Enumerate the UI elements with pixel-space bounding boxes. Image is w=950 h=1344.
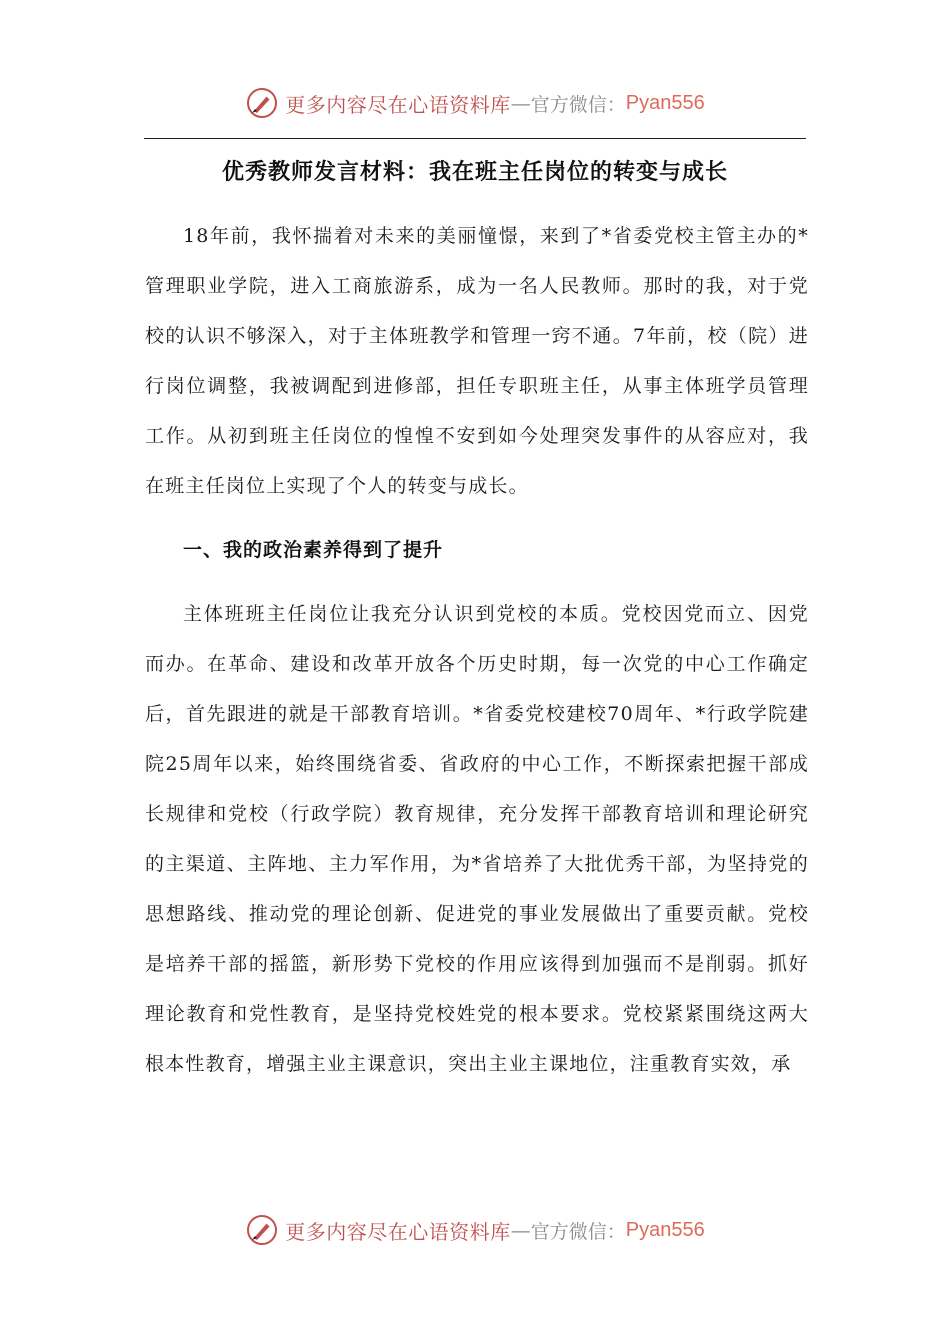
banner-wechat-label: 官方微信： — [530, 93, 626, 116]
banner-wechat-label: 官方微信： — [530, 1220, 626, 1243]
banner-wechat-id: Pyan556 — [625, 1218, 705, 1241]
pen-nib-logo-icon — [245, 1213, 279, 1247]
banner-main-text: 更多内容尽在心语资料库 — [285, 1219, 511, 1244]
banner-dash: — — [510, 91, 531, 115]
section-heading-1: 一、我的政治素养得到了提升 — [183, 539, 444, 561]
body-paragraph-2: 主体班班主任岗位让我充分认识到党校的本质。党校因党而立、因党而办。在革命、建设和改革开放各个历史时期，每一次党的中心工作确定后，首先跟进的就是干部教育培训。*省委党校建校70周年、*行政学院建院25周年以来，始终围绕省委、省政府的中心工作，不断探索把握干部成长规律和党校（行政学院）教育规律，充分发挥干部教育培训和理论研究的主渠道、主阵地、主力军作用，为*省培养了大批优秀干部，为坚持党的思想路线、推动党的理论创新、促进党的事业发展做出了重要贡献。党校是培养干部的摇篮，新形势下党校的作用应该得到加强而不是削弱。抓好理论教育和党性教育，是坚持党校姓党的根本要求。党校紧紧围绕这两大根本性教育，增强主业主课意识，突出主业主课地位，注重教育实效，承 — [145, 603, 809, 1075]
document-body — [145, 211, 809, 1089]
header-divider — [144, 138, 806, 139]
document-title: 优秀教师发言材料：我在班主任岗位的转变与成长 — [221, 160, 728, 185]
banner-dash: — — [510, 1218, 531, 1242]
pen-nib-logo-icon — [245, 86, 279, 120]
header-banner — [0, 83, 950, 123]
banner-main-text: 更多内容尽在心语资料库 — [285, 92, 511, 117]
body-paragraph-1: 18年前，我怀揣着对未来的美丽憧憬，来到了*省委党校主管主办的*管理职业学院，进入工商旅游系，成为一名人民教师。那时的我，对于党校的认识不够深入，对于主体班教学和管理一窍不通。7年前，校（院）进行岗位调整，我被调配到进修部，担任专职班主任，从事主体班学员管理工作。从初到班主任岗位的惶惶不安到如今处理突发事件的从容应对，我在班主任岗位上实现了个人的转变与成长。 — [145, 225, 809, 497]
footer-banner — [0, 1210, 950, 1250]
banner-wechat-id: Pyan556 — [625, 91, 705, 114]
